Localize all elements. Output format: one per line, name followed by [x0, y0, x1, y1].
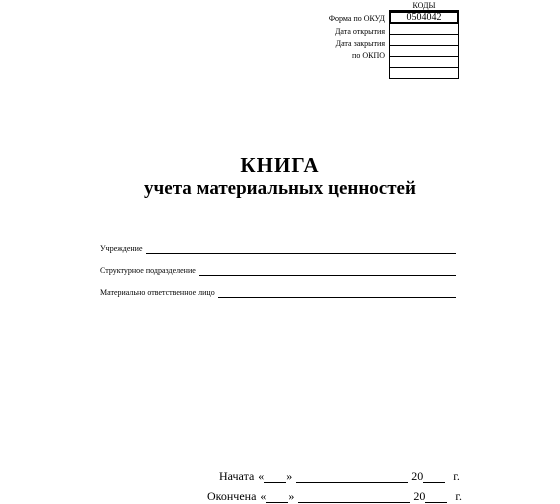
end-day-line[interactable]: [266, 490, 288, 503]
end-year-line[interactable]: [425, 490, 447, 503]
responsible-field: [100, 288, 456, 298]
codes-header: КОДЫ: [389, 2, 459, 11]
start-open-quote: «: [258, 469, 265, 483]
start-year-line[interactable]: [423, 470, 445, 483]
start-year-suffix: г.: [453, 469, 460, 483]
book-subtitle: учета материальных ценностей: [144, 178, 416, 199]
end-year-prefix: 20: [413, 489, 426, 503]
open-date-label: Дата открытия: [334, 27, 385, 36]
empty-code-cell-2: [389, 68, 459, 79]
close-date-label: Дата закрытия: [335, 39, 385, 48]
end-year-suffix: г.: [455, 489, 462, 503]
start-year-prefix: 20: [411, 469, 424, 483]
codes-table: [389, 2, 459, 79]
end-label: Окончена: [207, 489, 257, 503]
close-date-code: [389, 35, 459, 46]
institution-field: [100, 244, 456, 254]
end-month-line[interactable]: [298, 490, 410, 503]
open-date-code: [389, 24, 459, 35]
end-close-quote: »: [288, 489, 295, 503]
okpo-code: [389, 46, 459, 57]
start-label: Начата: [219, 469, 255, 483]
institution-label: Учреждение: [100, 244, 143, 253]
end-date-row: [207, 489, 462, 503]
responsible-line[interactable]: [218, 289, 456, 298]
start-close-quote: »: [286, 469, 293, 483]
okpo-label: по ОКПО: [352, 51, 385, 60]
empty-code-cell-1: [389, 57, 459, 68]
department-line[interactable]: [199, 267, 456, 276]
okud-label: Форма по ОКУД: [328, 14, 385, 23]
start-month-line[interactable]: [296, 470, 408, 483]
institution-line[interactable]: [146, 245, 457, 254]
start-day-line[interactable]: [264, 470, 286, 483]
department-field: [100, 266, 456, 276]
okud-code: 0504042: [389, 11, 459, 24]
book-title: КНИГА: [240, 153, 320, 177]
department-label: Структурное подразделение: [100, 266, 196, 275]
start-date-row: [219, 469, 460, 483]
end-open-quote: «: [260, 489, 267, 503]
responsible-label: Материально ответственное лицо: [100, 288, 215, 297]
